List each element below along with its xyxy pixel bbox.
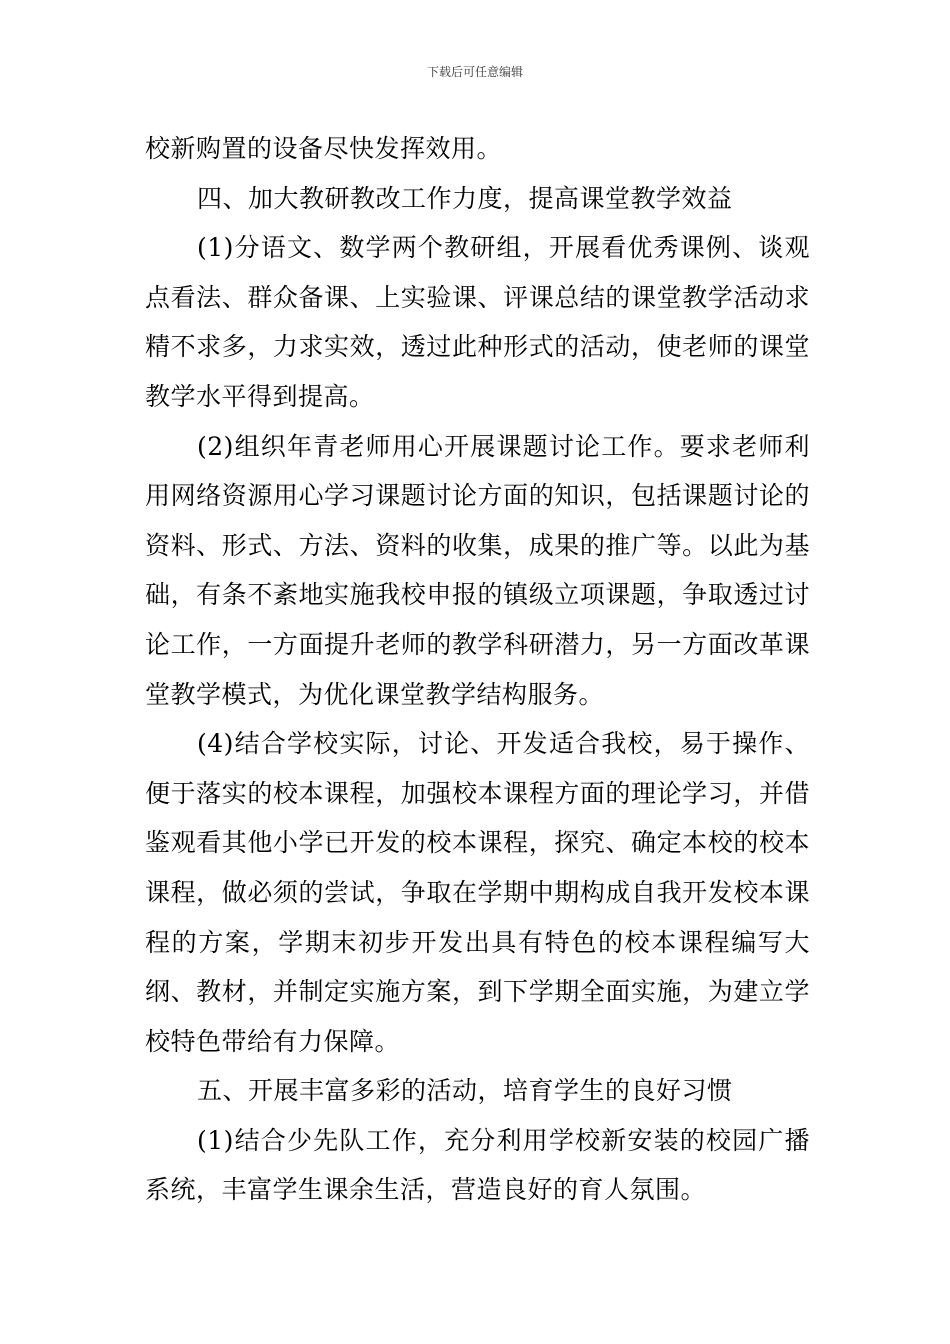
- section-heading-four: 四、加大教研教改工作力度，提高课堂教学效益: [197, 183, 733, 213]
- document-body: [145, 124, 810, 1215]
- section-heading-five: 五、开展丰富多彩的活动，培育学生的良好习惯: [197, 1076, 733, 1106]
- page-header: [0, 64, 950, 80]
- paragraph-item-1-activities: (1)结合少先队工作，充分利用学校新安装的校园广播系统，丰富学生课余生活，营造良好的育人氛围。: [145, 1125, 810, 1205]
- paragraph-item-4: (4)结合学校实际，讨论、开发适合我校，易于操作、便于落实的校本课程，加强校本课程方面的理论学习，并借鉴观看其他小学已开发的校本课程，探究、确定本校的校本课程，做必须的尝试，争取在学期中期构成自我开发校本课程的方案，学期末初步开发出具有特色的校本课程编写大纲、教材，并制定实施方案，到下学期全面实施，为建立学校特色带给有力保障。: [145, 729, 810, 1056]
- paragraph-continuation: 校新购置的设备尽快发挥效用。: [145, 134, 503, 163]
- paragraph-item-2: (2)组织年青老师用心开展课题讨论工作。要求老师利用网络资源用心学习课题讨论方面的知识，包括课题讨论的资料、形式、方法、资料的收集，成果的推广等。以此为基础，有条不紊地实施我校申报的镇级立项课题，争取透过讨论工作，一方面提升老师的教学科研潜力，另一方面改革课堂教学模式，为优化课堂教学结构服务。: [145, 431, 810, 709]
- header-watermark-text: 下载后可任意编辑: [426, 65, 523, 79]
- paragraph-item-1: (1)分语文、数学两个教研组，开展看优秀课例、谈观点看法、群众备课、上实验课、评课总结的课堂教学活动求精不求多，力求实效，透过此种形式的活动，使老师的课堂教学水平得到提高。: [145, 233, 810, 411]
